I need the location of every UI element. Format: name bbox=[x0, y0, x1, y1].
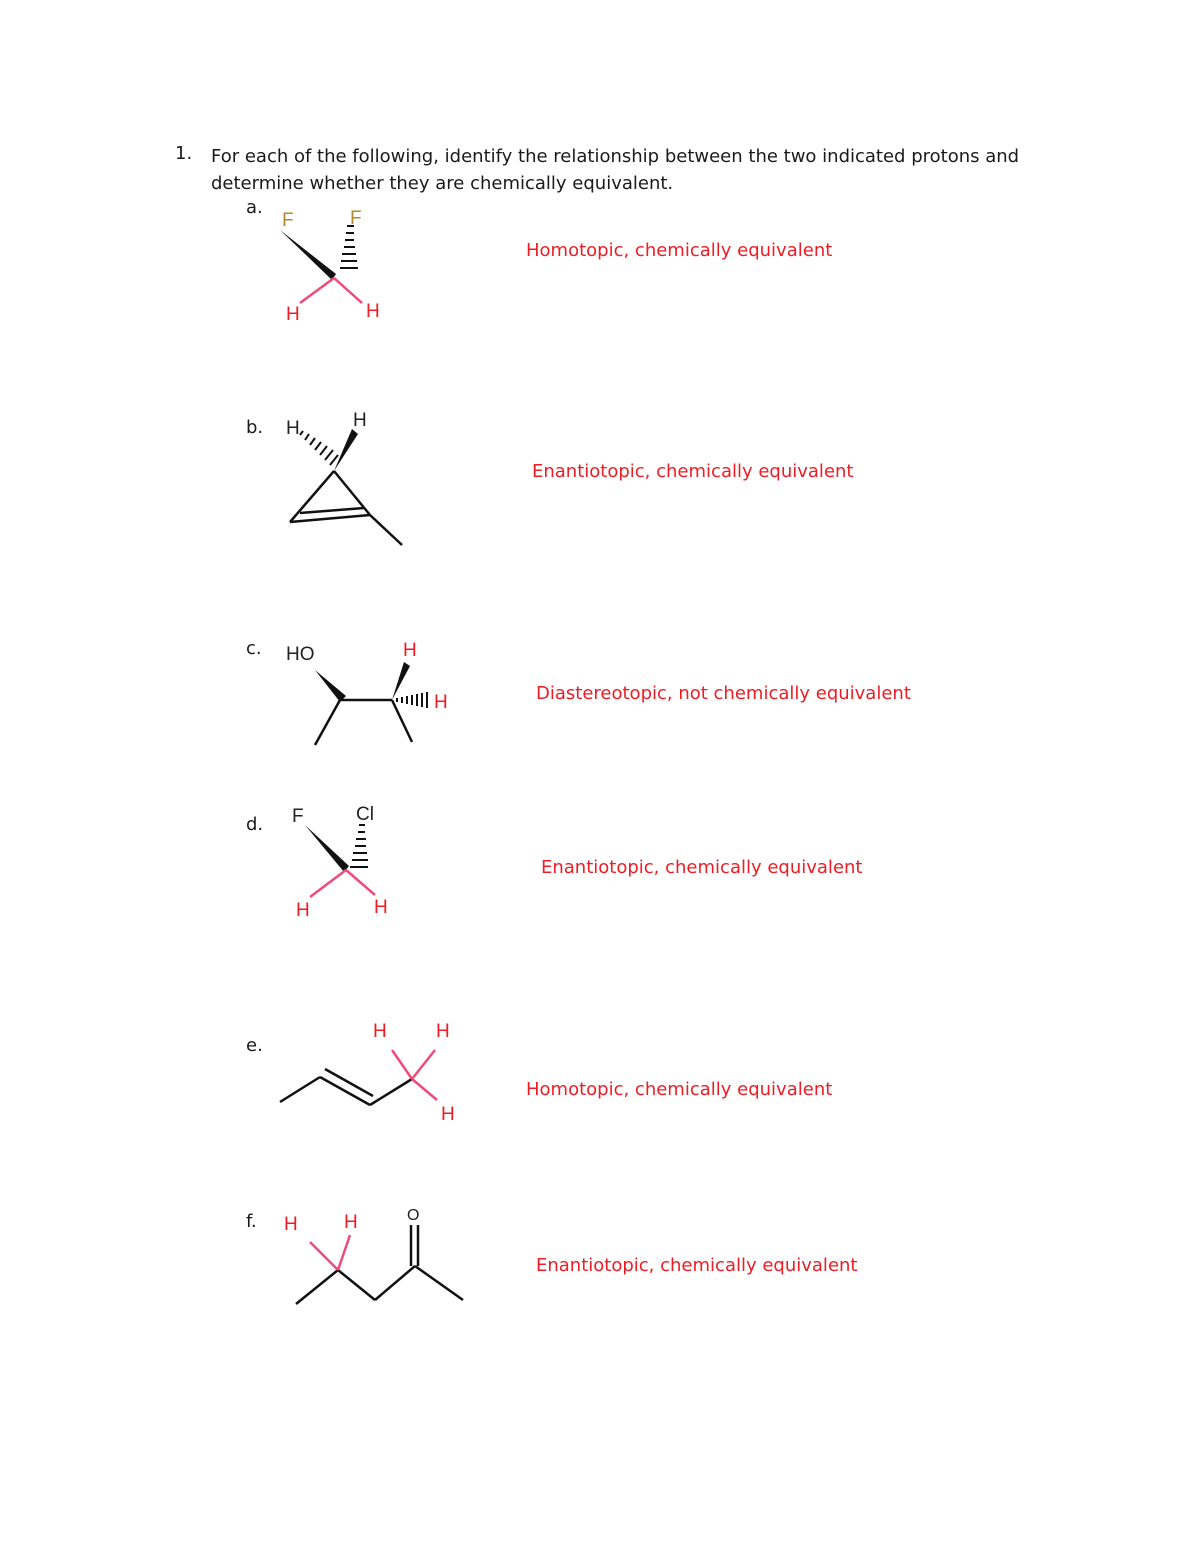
wedge-bond bbox=[334, 429, 358, 471]
item-c-molecule bbox=[280, 630, 470, 750]
item-a-label: a. bbox=[246, 197, 263, 218]
highlight-bond bbox=[412, 1079, 437, 1100]
hydroxyl-group: HO bbox=[286, 644, 315, 665]
hydrogen-atom: H bbox=[284, 1214, 298, 1235]
hash-bond bbox=[300, 431, 338, 465]
item-f-label: f. bbox=[246, 1211, 257, 1232]
carbon-bond bbox=[338, 1270, 375, 1300]
item-d-answer: Enantiotopic, chemically equivalent bbox=[541, 857, 863, 878]
hydrogen-atom: H bbox=[353, 410, 367, 431]
hydrogen-atom: H bbox=[436, 1021, 450, 1042]
highlight-bond bbox=[338, 1235, 350, 1270]
question-number: 1. bbox=[175, 143, 193, 164]
item-f-molecule bbox=[280, 1200, 480, 1315]
hash-bond bbox=[340, 226, 358, 268]
fluorine-atom: F bbox=[350, 208, 362, 229]
wedge-bond bbox=[305, 825, 349, 872]
double-bond bbox=[300, 508, 364, 513]
highlight-bond bbox=[334, 278, 362, 303]
methyl-bond bbox=[392, 700, 412, 742]
item-e-answer: Homotopic, chemically equivalent bbox=[526, 1079, 833, 1100]
ring-bond bbox=[290, 471, 334, 522]
item-c-answer: Diastereotopic, not chemically equivalent bbox=[536, 683, 911, 704]
wedge-bond bbox=[315, 670, 346, 702]
highlight-bond bbox=[300, 278, 334, 303]
wedge-bond bbox=[392, 662, 410, 700]
item-e-label: e. bbox=[246, 1035, 263, 1056]
hydrogen-atom: H bbox=[434, 692, 448, 713]
highlight-bond bbox=[310, 1242, 338, 1270]
question-text: For each of the following, identify the relationship between the two indicated protons and determine whether they are chemically equivalent. bbox=[211, 146, 1020, 194]
item-f-answer: Enantiotopic, chemically equivalent bbox=[536, 1255, 858, 1276]
methyl-bond bbox=[370, 515, 402, 545]
highlight-bond bbox=[392, 1050, 412, 1079]
hash-bond bbox=[350, 825, 368, 867]
hydrogen-atom: H bbox=[296, 900, 310, 921]
hydrogen-atom: H bbox=[374, 897, 388, 918]
fluorine-atom: F bbox=[292, 806, 304, 827]
carbon-bond bbox=[415, 1266, 463, 1300]
hydrogen-atom: H bbox=[373, 1021, 387, 1042]
chlorine-atom: Cl bbox=[356, 804, 374, 825]
carbon-bond bbox=[375, 1266, 415, 1300]
item-a-molecule bbox=[270, 200, 410, 330]
item-b-label: b. bbox=[246, 417, 264, 438]
carbon-bond bbox=[370, 1079, 412, 1105]
item-e-molecule bbox=[275, 1015, 475, 1125]
carbon-bond bbox=[296, 1270, 338, 1304]
hash-bond bbox=[397, 692, 427, 708]
hydrogen-atom: H bbox=[366, 301, 380, 322]
hydrogen-atom: H bbox=[344, 1212, 358, 1233]
wedge-bond bbox=[280, 230, 336, 280]
hydrogen-atom: H bbox=[441, 1104, 455, 1125]
hydrogen-atom: H bbox=[286, 418, 300, 439]
hydrogen-atom: H bbox=[286, 304, 300, 325]
item-b-answer: Enantiotopic, chemically equivalent bbox=[532, 461, 854, 482]
hydrogen-atom: H bbox=[403, 640, 417, 661]
highlight-bond bbox=[412, 1050, 435, 1079]
highlight-bond bbox=[310, 870, 346, 897]
methyl-bond bbox=[315, 700, 340, 745]
fluorine-atom: F bbox=[282, 210, 294, 231]
item-d-molecule bbox=[280, 800, 410, 925]
carbon-bond bbox=[280, 1077, 320, 1102]
double-bond bbox=[290, 515, 370, 522]
oxygen-atom: O bbox=[407, 1207, 420, 1224]
item-a-answer: Homotopic, chemically equivalent bbox=[526, 240, 833, 261]
highlight-bond bbox=[346, 870, 375, 895]
item-b-molecule bbox=[280, 405, 410, 550]
item-c-label: c. bbox=[246, 638, 262, 659]
item-d-label: d. bbox=[246, 814, 264, 835]
